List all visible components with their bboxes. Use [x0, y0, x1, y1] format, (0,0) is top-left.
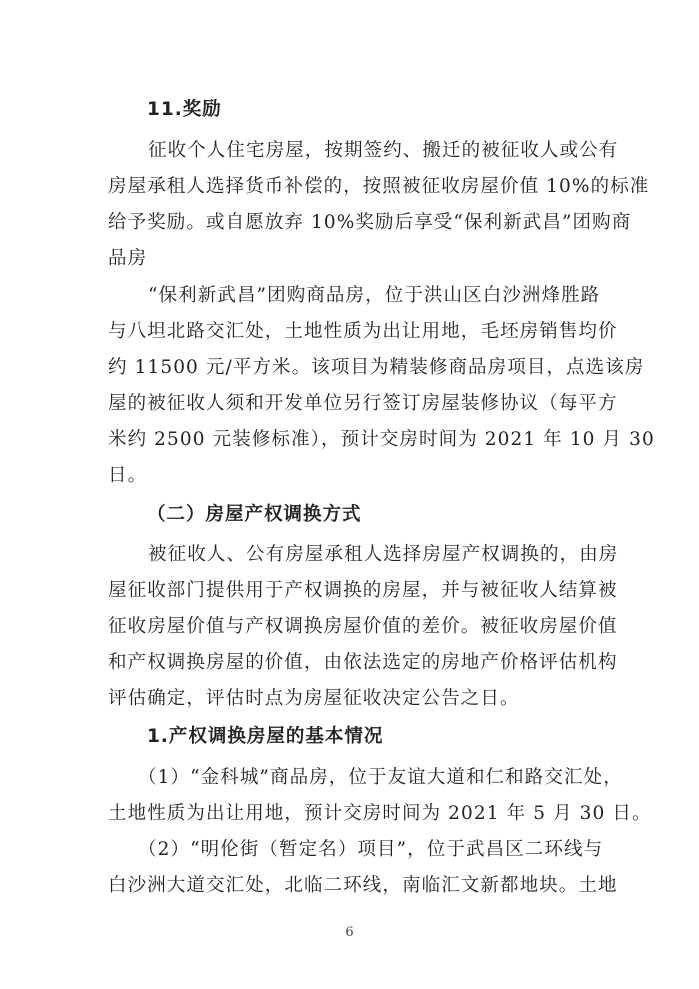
- item2-line-2: 白沙洲大道交汇处，北临二环线，南临汇文新都地块。土地: [108, 875, 618, 896]
- reward-line-4: 品房: [108, 248, 148, 269]
- item1-line-1: （1）“金科城”商品房，位于友谊大道和仁和路交汇处，: [138, 767, 623, 788]
- exchange-line-1: 被征收人、公有房屋承租人选择房屋产权调换的，由房: [148, 544, 619, 565]
- basic-info-heading: 1.产权调换房屋的基本情况: [147, 726, 384, 747]
- exchange-heading: （二）房屋产权调换方式: [147, 504, 362, 525]
- item1-line-2: 土地性质为出让用地，预计交房时间为 2021 年 5 月 30 日。: [108, 803, 652, 824]
- exchange-line-5: 评估确定，评估时点为房屋征收决定公告之日。: [108, 688, 520, 709]
- exchange-line-3: 征收房屋价值与产权调换房屋价值的差价。被征收房屋价值: [108, 616, 618, 637]
- baoli-line-1: “保利新武昌”团购商品房，位于洪山区白沙洲烽胜路: [148, 285, 601, 306]
- exchange-line-2: 屋征收部门提供用于产权调换的房屋，并与被征收人结算被: [108, 580, 618, 601]
- baoli-line-4: 屋的被征收人须和开发单位另行签订房屋装修协议（每平方: [108, 393, 618, 414]
- baoli-line-5: 米约 2500 元装修标准），预计交房时间为 2021 年 10 月 30: [108, 429, 655, 450]
- page-number: 6: [345, 925, 354, 940]
- reward-heading: 11.奖励: [147, 99, 222, 120]
- reward-line-3: 给予奖励。或自愿放弃 10%奖励后享受“保利新武昌”团购商: [108, 212, 632, 233]
- baoli-line-6: 日。: [108, 465, 148, 486]
- baoli-line-3: 约 11500 元/平方米。该项目为精装修商品房项目，点选该房: [108, 357, 645, 378]
- reward-line-2: 房屋承租人选择货币补偿的，按照被征收房屋价值 10%的标准: [108, 176, 650, 197]
- reward-line-1: 征收个人住宅房屋，按期签约、搬迁的被征收人或公有: [148, 140, 619, 161]
- item2-line-1: （2）“明伦街（暂定名）项目”，位于武昌区二环线与: [138, 839, 604, 860]
- baoli-line-2: 与八坦北路交汇处，土地性质为出让用地，毛坯房销售均价: [108, 321, 618, 342]
- exchange-line-4: 和产权调换房屋的价值，由依法选定的房地产价格评估机构: [108, 652, 618, 673]
